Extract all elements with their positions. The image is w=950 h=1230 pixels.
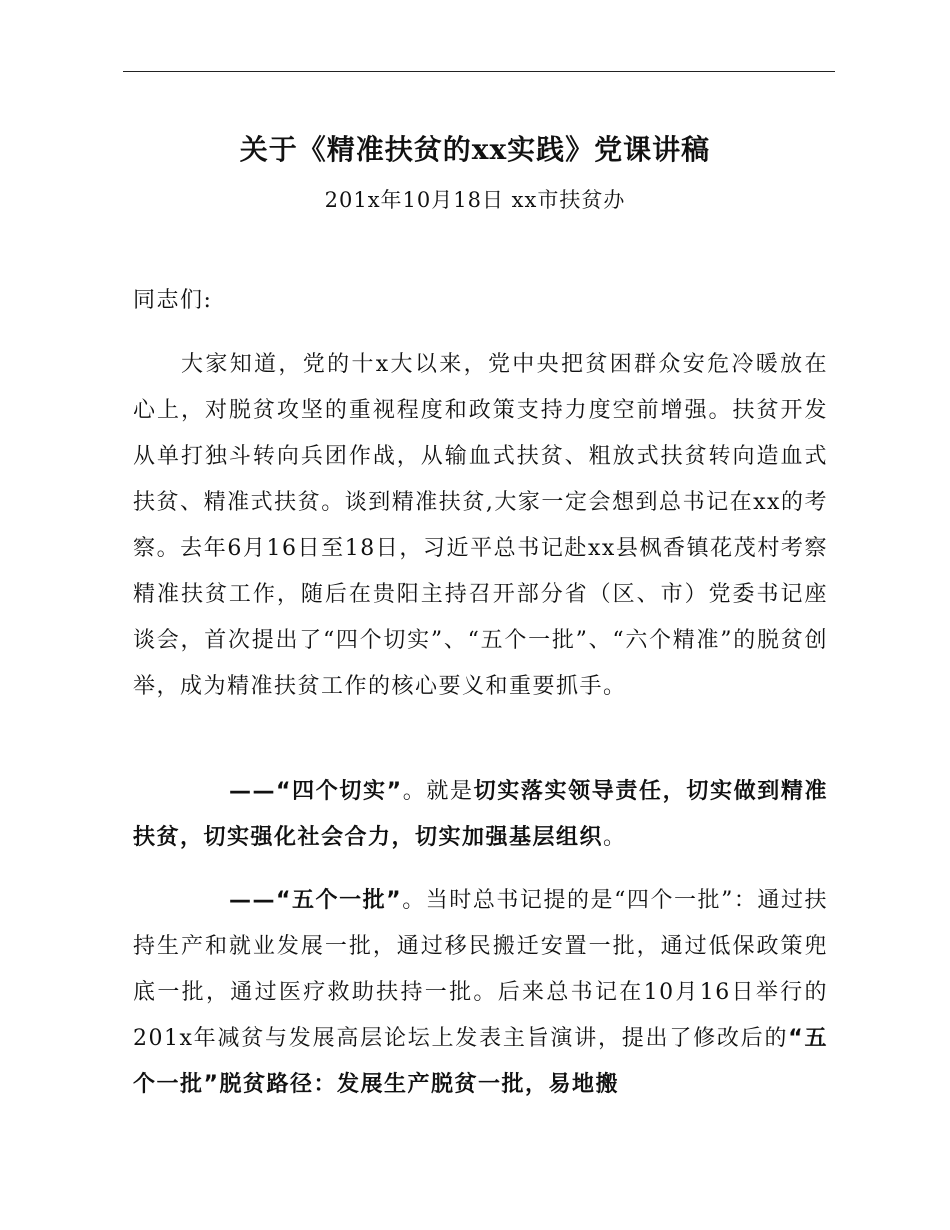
header-rule <box>123 71 835 72</box>
para3-bold: “五个一批”脱贫路径：发展生产脱贫一批，易地搬 <box>133 1026 828 1097</box>
para2-mid: 。就是 <box>402 779 474 804</box>
para2-bold: 切实落实领导责任，切实做到精准扶贫，切实强化社会合力，切实加强基层组织 <box>133 779 828 850</box>
document-title: 关于《精准扶贫的xx实践》党课讲稿 <box>239 133 711 166</box>
paragraph-intro: 大家知道，党的十x大以来，党中央把贫困群众安危冷暖放在心上，对脱贫攻坚的重视程度和政策支持力度空前增强。扶贫开发从单打独斗转向兵团作战，从输血式扶贫、粗放式扶贫转向造血式扶贫、精准式扶贫。谈到精准扶贫,大家一定会想到总书记在xx的考察。去年6月16日至18日，习近平总书记赴xx县枫香镇花茂村考察精准扶贫工作，随后在贵阳主持召开部分省（区、市）党委书记座谈会，首次提出了“四个切实”、“五个一批”、“六个精准”的脱贫创举，成为精准扶贫工作的核心要义和重要抓手。 <box>133 352 828 699</box>
paragraph-four-practical <box>133 769 828 861</box>
document-subtitle: 201x年10月18日 xx市扶贫办 <box>324 188 626 212</box>
para2-lead: ——“四个切实” <box>229 779 403 804</box>
para3-lead: ——“五个一批” <box>229 888 403 913</box>
salutation: 同志们: <box>133 288 213 313</box>
para3-text: 。当时总书记提的是“四个一批”：通过扶持生产和就业发展一批，通过移民搬迁安置一批，通过低保政策兜底一批，通过医疗救助扶持一批。后来总书记在10月16日举行的201x年减贫与发展高层论坛上发表主旨演讲，提出了修改后的 <box>133 888 829 1051</box>
para2-end: 。 <box>603 825 627 850</box>
paragraph-five-batches <box>133 878 828 1108</box>
